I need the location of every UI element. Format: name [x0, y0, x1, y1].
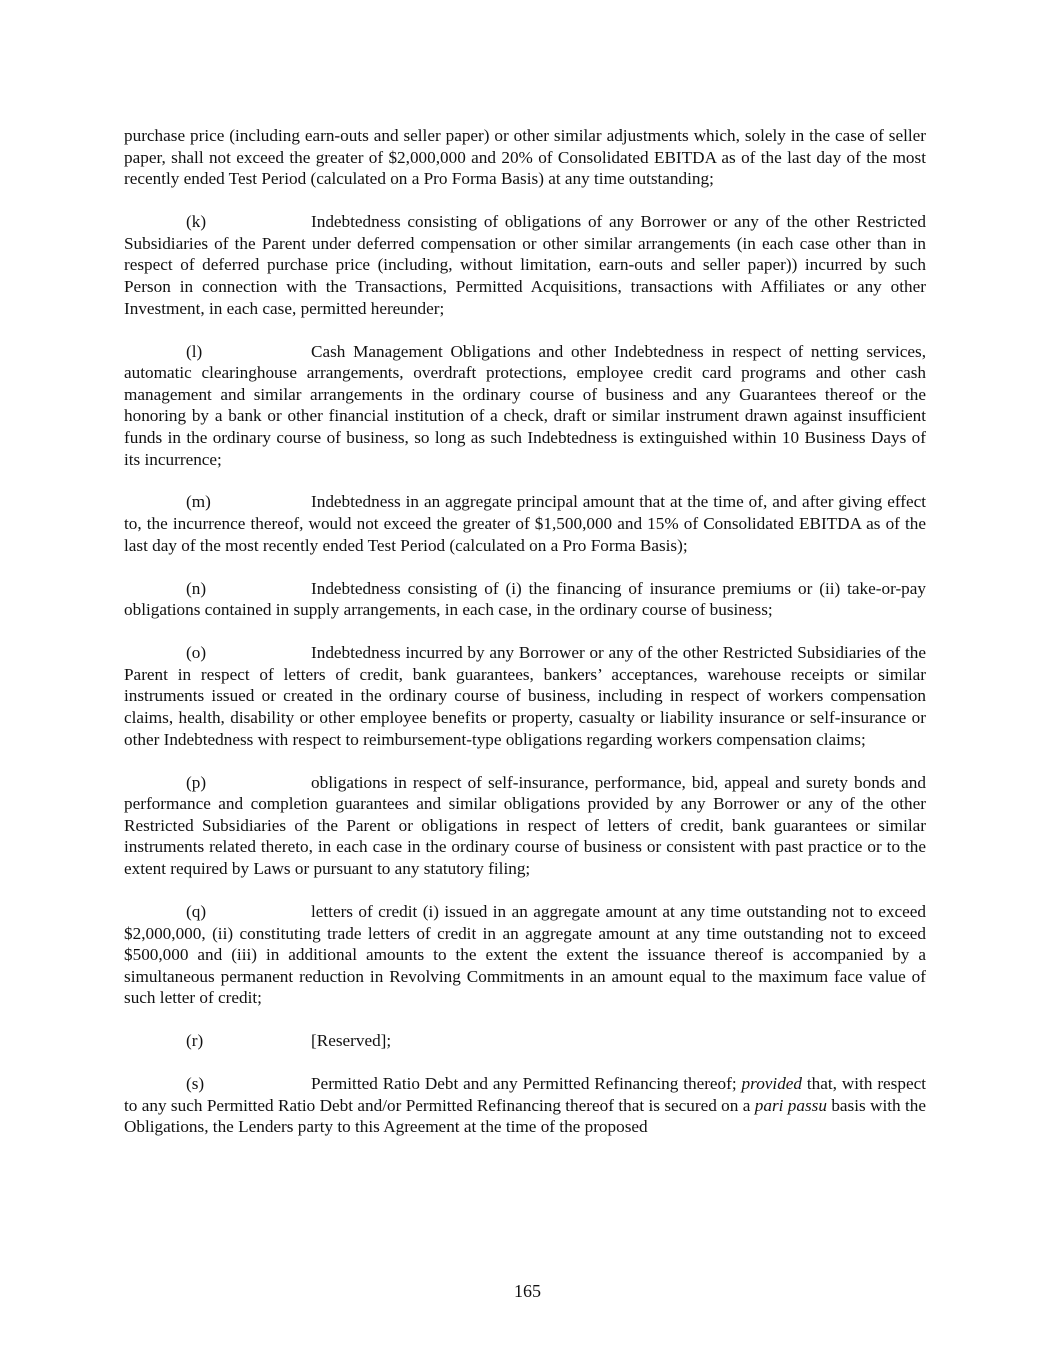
clause-text-italic-provided: provided — [741, 1074, 803, 1094]
clause-r — [124, 1030, 926, 1052]
clause-text: Indebtedness in an aggregate principal amount that at the time of, and after giving effect to, the incurrence thereof, would not exceed the greater of $1,500,000 and 15% of Consolidated EBITDA as of the last day of the most recently ended Test Period (calculated on a Pro Forma Basis); — [124, 492, 926, 555]
clause-label: (p) — [186, 772, 207, 792]
clause-m — [124, 491, 926, 556]
clause-text: letters of credit (i) issued in an aggregate amount at any time outstanding not to exceed $2,000,000, (ii) constituting trade letters of credit in an aggregate amount at any time outstanding not to exceed $500,000 and (iii) in additional amounts to the extent the extent the issuance thereof is accompanied by a simultaneous permanent reduction in Revolving Commitments in an amount equal to the maximum face value of such letter of credit; — [124, 901, 926, 1008]
clause-label: (o) — [186, 643, 207, 663]
clause-text: Indebtedness incurred by any Borrower or any of the other Restricted Subsidiaries of the Parent in respect of letters of credit, bank guarantees, bankers’ acceptances, warehouse receipts or similar instruments issued or created in the ordinary course of business, including in respect of workers compensation claims, health, disability or other employee benefits or property, casualty or liability insurance or self-insurance or other Indebtedness with respect to reimbursement-type obligations regarding workers compensation claims; — [124, 643, 926, 749]
clause-text: Indebtedness consisting of (i) the financing of insurance premiums or (ii) take-or-pay obligations contained in supply arrangements, in each case, in the ordinary course of business; — [124, 578, 926, 620]
clause-label: (r) — [186, 1031, 204, 1051]
clause-o — [124, 642, 926, 750]
clause-label: (s) — [186, 1074, 205, 1094]
clause-text-part: Permitted Ratio Debt and any Permitted Refinancing thereof; — [311, 1074, 742, 1094]
clause-text: Indebtedness consisting of obligations of any Borrower or any of the other Restricted Subsidiaries of the Parent under deferred compensation or other similar arrangements (in each case other than in respect of deferred purchase price (including, without limitation, earn-outs and seller paper)) incurred by such Person in connection with the Transactions, Permitted Acquisitions, transactions with Affiliates or any other Investment, in each case, permitted hereunder; — [124, 212, 926, 318]
clause-text-italic-pari-passu: pari passu — [754, 1095, 827, 1115]
page-number: 165 — [514, 1281, 541, 1301]
clause-label: (n) — [186, 578, 207, 598]
clause-label: (q) — [186, 901, 207, 921]
continuation-paragraph: purchase price (including earn-outs and seller paper) or other similar adjustments which, solely in the case of seller paper, shall not exceed the greater of $2,000,000 and 20% of Consolidated EBITDA as of the last day of the most recently ended Test Period (calculated on a Pro Forma Basis) at any time outstanding; — [124, 126, 926, 189]
clause-n — [124, 578, 926, 621]
clause-p — [124, 772, 926, 880]
document-page — [124, 125, 926, 1159]
clause-q — [124, 901, 926, 1009]
clause-text: Cash Management Obligations and other Indebtedness in respect of netting services, automatic clearinghouse arrangements, overdraft protections, employee credit card programs and other cash management and similar arrangements in the ordinary course of business and any Guarantees thereof or the honoring by a bank or other financial institution of a check, draft or similar instrument drawn against insufficient funds in the ordinary course of business, so long as such Indebtedness is extinguished within 10 Business Days of its incurrence; — [124, 341, 926, 469]
clause-label: (m) — [186, 492, 211, 512]
clause-label: (k) — [186, 212, 207, 232]
clause-text: obligations in respect of self-insurance, performance, bid, appeal and surety bonds and performance and completion guarantees and similar obligations provided by any Borrower or any of the other Restricted Subsidiaries of the Parent or obligations in respect of letters of credit, bank guarantees or similar instruments related thereto, in each case in the ordinary course of business or consistent with past practice or to the extent required by Laws or pursuant to any statutory filing; — [124, 772, 926, 878]
clause-l — [124, 341, 926, 471]
clause-text-part: basis with the Obligations, the Lenders party to this Agreement at the time of the proposed — [124, 1095, 926, 1137]
clause-text-part: that, with respect to any such Permitted Ratio Debt and/or Permitted Refinancing thereof that is secured on a — [124, 1074, 926, 1115]
clause-text: [Reserved]; — [311, 1031, 392, 1051]
clause-s — [124, 1073, 926, 1138]
clause-label: (l) — [186, 341, 203, 361]
clause-k — [124, 211, 926, 319]
